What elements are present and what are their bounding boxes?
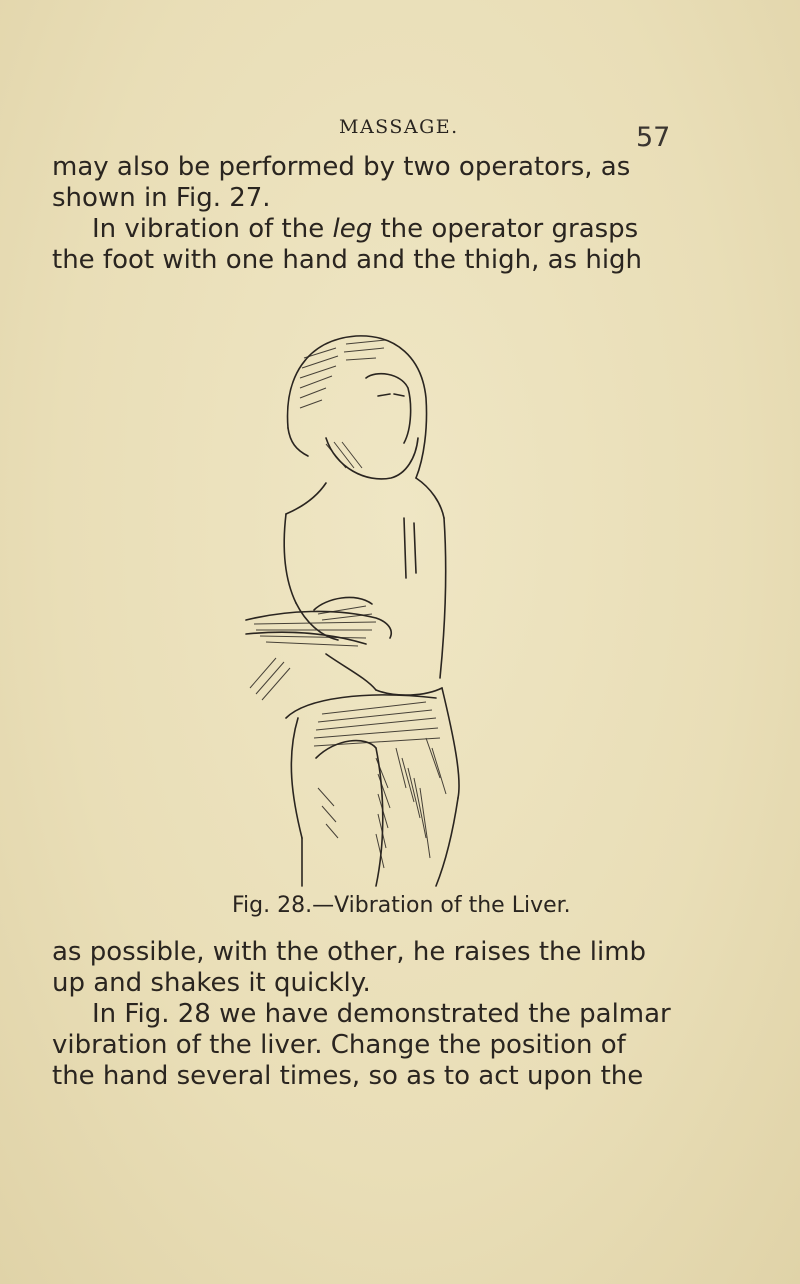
text-line: up and shakes it quickly.: [52, 968, 371, 998]
figure-caption: Fig. 28.—Vibration of the Liver.: [232, 893, 571, 918]
text-line: may also be performed by two operators, as: [52, 152, 631, 182]
running-head: MASSAGE.: [339, 116, 459, 138]
text-line: the hand several times, so as to act upon the: [52, 1061, 644, 1091]
text-run: In vibration of the: [92, 214, 333, 244]
page-number: 57: [636, 122, 671, 153]
vibration-of-liver-engraving-icon: [226, 318, 476, 888]
paragraph-line: [52, 214, 712, 245]
text-line: vibration of the liver. Change the position of: [52, 1030, 626, 1060]
text-run: the operator grasps: [372, 214, 639, 244]
italic-term: leg: [332, 214, 373, 244]
text-line: as possible, with the other, he raises the limb: [52, 937, 647, 967]
text-line: shown in Fig. 27.: [52, 183, 271, 213]
top-text-block: [52, 152, 712, 276]
text-line: the foot with one hand and the thigh, as high: [52, 245, 643, 275]
figure-illustration: [226, 318, 476, 888]
paragraph-line: In Fig. 28 we have demonstrated the palmar: [92, 999, 671, 1029]
bottom-text-block: [52, 937, 712, 1092]
